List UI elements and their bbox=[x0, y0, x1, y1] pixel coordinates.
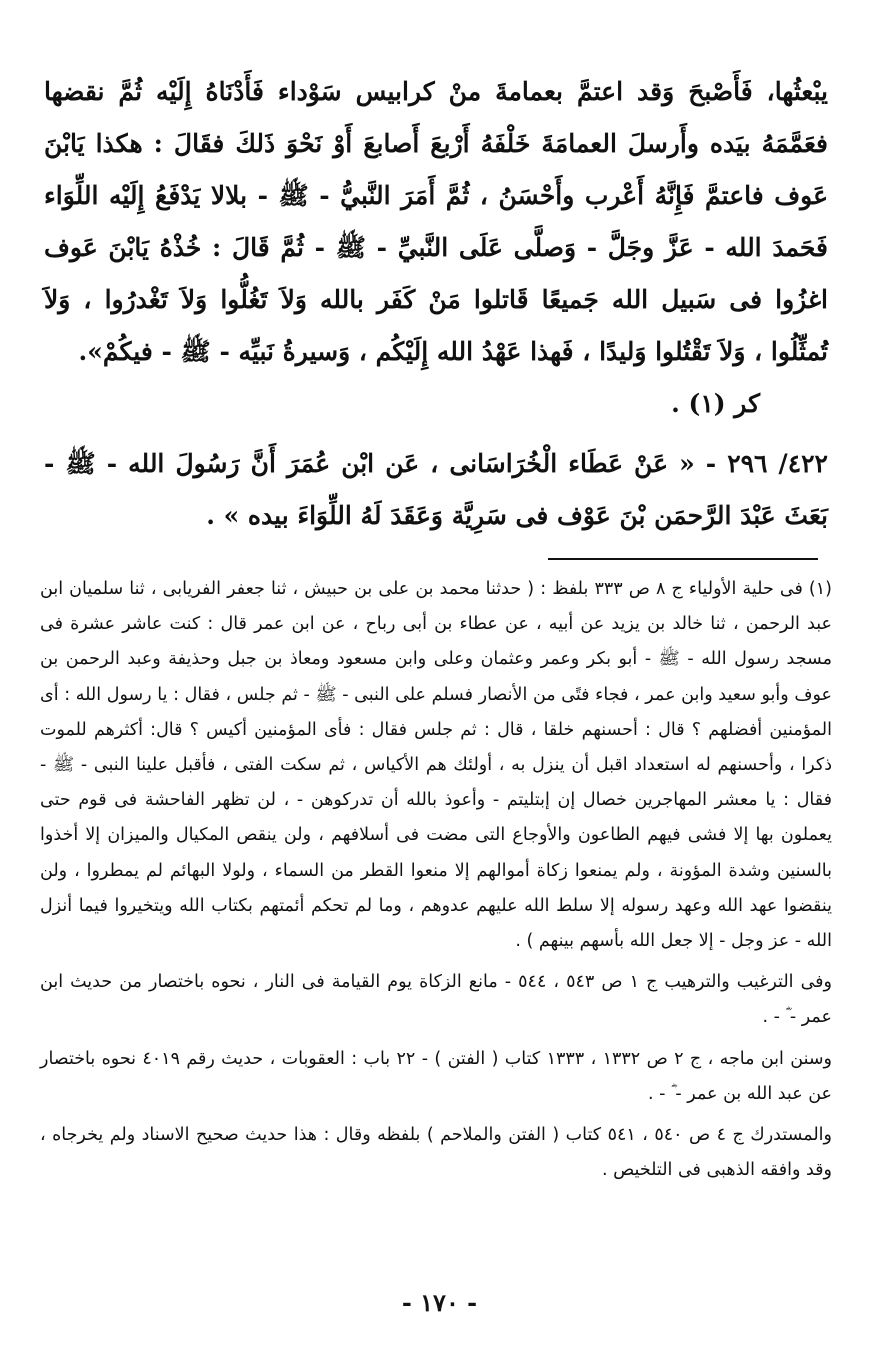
main-paragraph: يبْعثُها، فَأَصْبحَ وَقد اعتمَّ بعمامةَ منْ كرابيس سَوْداء فَأَدْنَاهُ إِلَيْه ثُمَّ نقضها فعَمَّمَهُ بيَده وأَرسلَ العمامَةَ خَلْفَهُ أَرْبعَ أَصابعَ أَوْ نَحْوَ ذَلكَ فقَالَ : هكذا يَابْنَ عَوف فاعتمَّ فَإِنَّهُ أَعْرب وأَحْسَنُ ، ثُمَّ أَمَرَ النَّبيُّ - ﷺ - بلالا يَدْفَعُ إِلَيْه اللِّوَاء فَحَمدَ الله - عَزَّ وجَلَّ - وَصلَّى عَلَى النَّبيِّ - ﷺ - ثُمَّ قَالَ : خُذْهُ يَابْنَ عَوف اغزُوا فى سَبيل الله جَميعًا قَاتلوا مَنْ كَفَر بالله وَلاَ تَغُلُّوا وَلاَ تَغْدرُوا ، وَلاَ تُمثِّلُوا ، وَلاَ تَقْتُلوا وَليدًا ، فَهذا عَهْدُ الله إِلَيْكُم ، وَسيرةُ نَبيِّه - ﷺ - فيكُمْ». bbox=[44, 77, 828, 366]
main-text bbox=[44, 66, 828, 542]
footnote-mustadrak: والمستدرك ج ٤ ص ٥٤٠ ، ٥٤١ كتاب ( الفتن والملاحم ) بلفظه وقال : هذا حديث صحيح الاسناد ولم يخرجاه ، وقد وافقه الذهبى فى التلخيص . bbox=[40, 1125, 832, 1181]
reference-line: كر (١) . bbox=[671, 389, 760, 418]
page-number: - ١٧٠ - bbox=[401, 1288, 478, 1317]
hadith-paragraph: ٤٢٢/ ٢٩٦ - « عَنْ عَطَاء الْخُرَاسَانى ، عَن ابْن عُمَرَ أَنَّ رَسُولَ الله - ﷺ - بَعَثَ عَبْدَ الرَّحمَن بْنَ عَوْف فى سَرِيَّة وَعَقَدَ لَهُ اللِّوَاءَ بيده » . bbox=[44, 449, 828, 530]
footnote-ibn-majah: وسنن ابن ماجه ، ج ٢ ص ١٣٣٢ ، ١٣٣٣ كتاب ( الفتن ) - ٢٢ باب : العقوبات ، حديث رقم ٤٠١٩ نحوه باختصار عن عبد الله بن عمر - ؓ - . bbox=[40, 1048, 832, 1104]
footnotes bbox=[40, 572, 832, 1194]
footnote-targhib: وفى الترغيب والترهيب ج ١ ص ٥٤٣ ، ٥٤٤ - مانع الزكاة يوم القيامة فى النار ، نحوه باختصار من حديث ابن عمر - ؓ - . bbox=[40, 972, 832, 1028]
footnote-separator bbox=[548, 558, 818, 560]
footnote-1: (١) فى حلية الأولياء ج ٨ ص ٣٣٣ بلفظ : ( حدثنا محمد بن على بن حبيش ، ثنا جعفر الفريابى ، ثنا سلميان ابن عبد الرحمن ، ثنا خالد بن يزيد عن أبيه ، عن عطاء بن أبى رباح ، عن ابن عمر قال : كنت عاشر عشرة فى مسجد رسول الله - ﷺ - أبو بكر وعمر وعثمان وعلى وابن مسعود ومعاذ بن جبل وحذيفة وعبد الرحمن بن عوف وأبو سعيد وابن عمر ، فجاء فتًى من الأنصار فسلم على النبى - ﷺ - ثم جلس ، فقال : يا رسول الله : أى المؤمنين أفضلهم ؟ قال : أحسنهم خلقا ، قال : ثم جلس فقال : فأى المؤمنين أكيس ؟ قال: أكثرهم للموت ذكرا ، وأحسنهم له استعداد اقبل أن ينزل به ، أولئك هم الأكياس ، ثم سكت الفتى ، فأقبل علينا النبى - ﷺ - فقال : يا معشر المهاجرين خصال إن إبتليتم - وأعوذ بالله أن تدركوهن - ، لن تظهر الفاحشة فى قوم حتى يعملون بها إلا فشى فيهم الطاعون والأوجاع التى مضت فى أسلافهم ، ولن ينقص المكيال والميزان إلا أخذوا بالسنين وشدة المؤونة ، ولم يمنعوا زكاة أموالهم إلا منعوا القطر من السماء ، ولولا البهائم لم يمطروا ، ولن ينقضوا عهد الله وعهد رسوله إلا سلط الله عليهم عدوهم ، وما لم تحكم أئمتهم بكتاب الله ويتخيروا فيما أنزل الله - عز وجل - إلا جعل الله بأسهم بينهم ) . bbox=[40, 579, 832, 952]
